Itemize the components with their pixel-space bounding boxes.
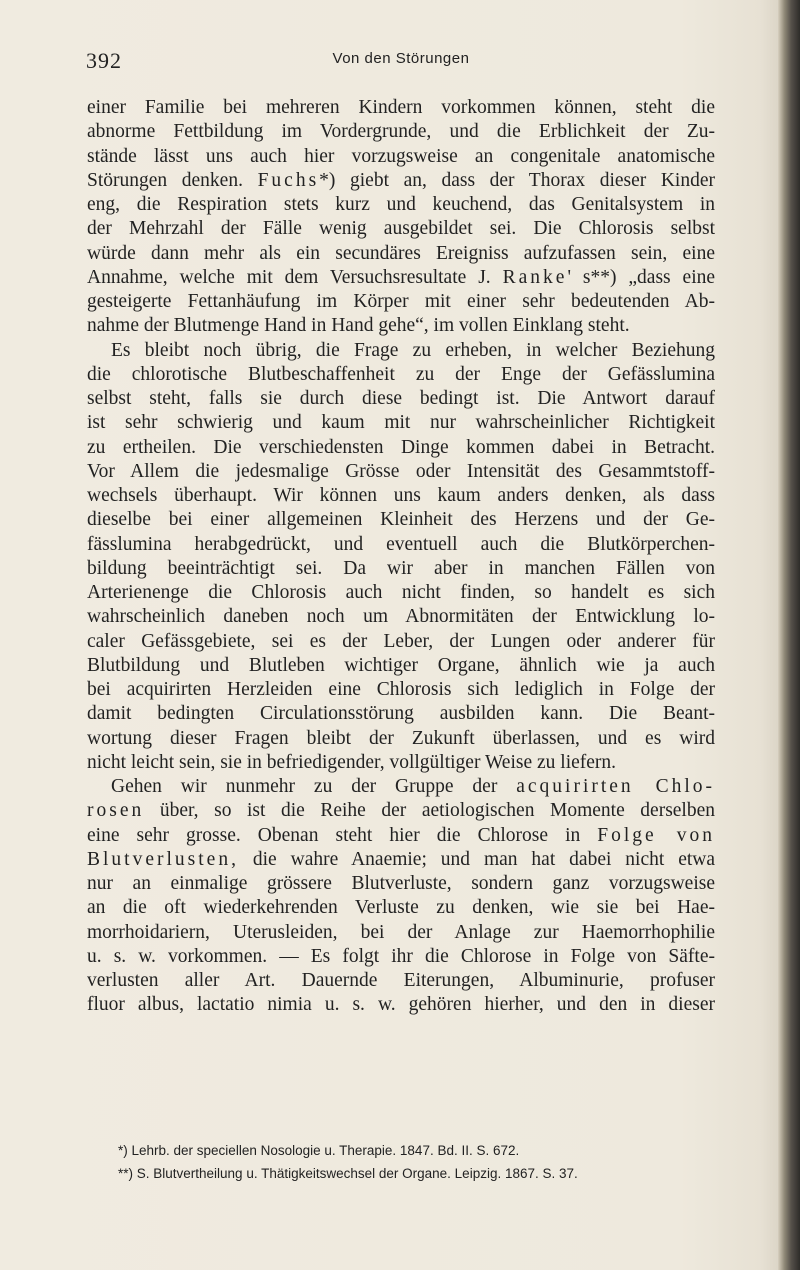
text-line: Annahme, welche mit dem Versuchsresultate J. Ranke' s**) „dass eine — [87, 266, 716, 288]
emphasis-rosen: rosen — [87, 800, 145, 822]
emphasis-folge-von: Folge von — [597, 824, 715, 846]
text-line: ist sehr schwierig und kaum mit nur wahrscheinlicher Richtigkeit — [87, 412, 715, 434]
text-line: abnorme Fettbildung im Vordergrunde, und die Erblichkeit der Zu- — [87, 121, 715, 143]
footnote: **) S. Blutvertheilung u. Thätigkeitswechsel der Organe. Leipzig. 1867. S. 37. — [118, 1166, 578, 1181]
text-line: nicht leicht sein, sie in befriedigender, vollgültiger Weise zu liefern. — [87, 751, 617, 773]
text-line: damit bedingten Circulationsstörung ausbilden kann. Die Beant- — [87, 703, 715, 725]
text-line: wortung dieser Fragen bleibt der Zukunft überlassen, und es wird — [87, 727, 715, 749]
running-head: Von den Störungen — [332, 50, 470, 67]
text-line: Vor Allem die jedesmalige Grösse oder Intensität des Gesammtstoff- — [87, 460, 715, 482]
body-text — [87, 96, 715, 1018]
text-line: bei acquirirten Herzleiden eine Chlorosis sich lediglich in Folge der — [87, 679, 715, 700]
text-line: einer Familie bei mehreren Kindern vorkommen können, steht die — [87, 97, 715, 118]
text-line: wahrscheinlich daneben noch um Abnormitäten der Entwicklung lo- — [87, 606, 715, 628]
page-number: 392 — [86, 48, 122, 73]
footnote: *) Lehrb. der speciellen Nosologie u. Therapie. 1847. Bd. II. S. 672. — [118, 1143, 520, 1158]
emphasis-blutverlusten: Blutverlusten, — [87, 848, 239, 870]
emphasis-acquirirten-chlorosen: acquirirten Chlo- — [516, 776, 715, 797]
text-line: fässlumina herabgedrückt, und eventuell auch die Blutkörperchen- — [87, 533, 715, 555]
text-line: nur an einmalige grössere Blutverluste, sondern ganz vorzugsweise — [87, 873, 715, 894]
text-line: Blutbildung und Blutleben wichtiger Organe, ähnlich wie ja auch — [87, 654, 715, 676]
text-line: nahme der Blutmenge Hand in Hand gehe“, im vollen Einklang steht. — [87, 315, 630, 337]
text-line: Es bleibt noch übrig, die Frage zu erheben, in welcher Beziehung — [111, 339, 715, 361]
text-line: Blutverlusten, die wahre Anaemie; und man hat dabei nicht etwa — [87, 848, 716, 870]
text-line: selbst steht, falls sie durch diese bedingt ist. Die Antwort darauf — [87, 388, 715, 409]
text-line: eine sehr grosse. Obenan steht hier die Chlorose in Folge von — [87, 824, 715, 846]
author-name-fuchs: Fuchs — [257, 169, 320, 191]
text-line: Arterienenge die Chlorosis auch nicht finden, so handelt es sich — [87, 582, 715, 603]
text-line: caler Gefässgebiete, sei es der Leber, der Lungen oder anderer für — [87, 630, 715, 652]
text-line: verlusten aller Art. Dauernde Eiterungen, Albuminurie, profuser — [87, 970, 715, 991]
text-line: eng, die Respiration stets kurz und keuchend, das Genitalsystem in — [87, 194, 715, 215]
author-name-ranke: Ranke — [502, 266, 568, 288]
text-line: rosen über, so ist die Reihe der aetiologischen Momente derselben — [87, 800, 716, 822]
text-line: gesteigerte Fettanhäufung im Körper mit einer sehr bedeutenden Ab- — [87, 291, 715, 312]
text-line: dieselbe bei einer allgemeinen Kleinheit des Herzens und der Ge- — [87, 509, 715, 531]
text-line: bildung beeinträchtigt sei. Da wir aber in manchen Fällen von — [87, 557, 715, 579]
text-line: u. s. w. vorkommen. — Es folgt ihr die Chlorose in Folge von Säfte- — [87, 945, 715, 967]
text-line: zu ertheilen. Die verschiedensten Dinge kommen dabei in Betracht. — [87, 436, 715, 458]
text-line: würde dann mehr als ein secundäres Ereigniss aufzufassen sein, eine — [87, 242, 715, 264]
page-header — [86, 48, 716, 76]
text-line: Störungen denken. Fuchs*) giebt an, dass der Thorax dieser Kinder — [87, 169, 715, 191]
page-edge-shadow — [778, 0, 800, 1270]
text-line: morrhoidariern, Uterusleiden, bei der Anlage zur Haemorrhophilie — [87, 921, 715, 943]
text-line: wechsels überhaupt. Wir können uns kaum anders denken, als dass — [87, 485, 715, 506]
footnotes — [118, 1139, 718, 1185]
text-line: die chlorotische Blutbeschaffenheit zu der Enge der Gefässlumina — [87, 363, 715, 385]
text-line: Gehen wir nunmehr zu der Gruppe der acquirirten Chlo- — [111, 776, 715, 797]
text-line: an die oft wiederkehrenden Verluste zu denken, wie sie bei Hae- — [87, 897, 715, 919]
text-line: stände lässt uns auch hier vorzugsweise an congenitale anatomische — [87, 145, 715, 167]
text-line: der Mehrzahl der Fälle wenig ausgebildet sei. Die Chlorosis selbst — [87, 218, 715, 240]
text-line: fluor albus, lactatio nimia u. s. w. gehören hierher, und den in dieser — [87, 994, 715, 1016]
